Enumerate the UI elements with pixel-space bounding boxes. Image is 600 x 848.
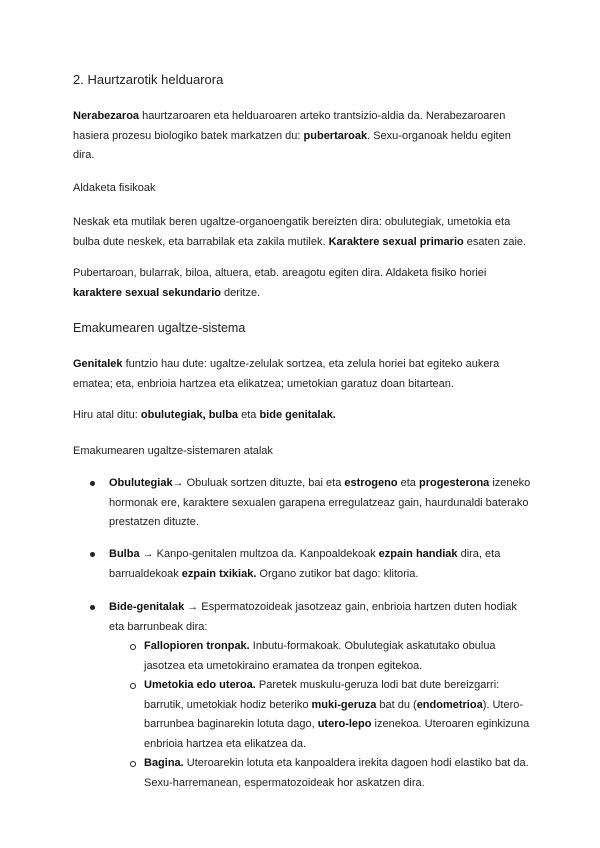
bullet-icon	[90, 605, 95, 610]
page-title: 2. Haurtzarotik helduarora	[73, 72, 224, 87]
term-nerabezaroa: Nerabezaroa	[73, 110, 140, 122]
term-bide-genitalak: bide genitalak.	[259, 409, 336, 421]
term-pubertaroa: pubertaroak	[303, 129, 368, 142]
list-item-bulba: Bulba → Kanpo-genitalen multzoa da. Kanpoaldekoak ezpain handiak dira, eta barrualdekoak ezpain txikiak. Organo zutikor bat dago: klitoria.	[73, 545, 531, 584]
sublist-item-umetokia: Umetokia edo uteroa. Paretek muskulu-geruza lodi bat dute bereizgarri: barrutik, umetokiak hodiz beteriko muki-geruza bat du (endometrioa). Utero-barrunbea baginarekin lotuta dago, utero-lepo izenekoa. Uteroaren eginkizuna enbrioia hartzea eta elikatzea da.	[109, 676, 531, 754]
bullet-icon	[90, 552, 95, 557]
section-heading-atalak: Emakumearen ugaltze-sistemaren atalak	[73, 445, 273, 457]
circle-bullet-icon	[130, 683, 136, 689]
term-karaktere-sekundario: karaktere sexual sekundario	[73, 286, 221, 299]
section-heading-ugaltze-sistema: Emakumearen ugaltze-sistema	[73, 321, 246, 335]
sublist-bide-genitalak	[109, 637, 531, 793]
term-karaktere-primario: Karaktere sexual primario	[328, 235, 464, 248]
paragraph-hiru-atal: Hiru atal ditu: obulutegiak, bulba eta bide genitalak.	[73, 409, 336, 421]
bullet-icon	[90, 481, 95, 486]
sublist-item-bagina: Bagina. Uteroarekin lotuta eta kanpoaldera irekita dagoen hodi elastiko bat da. Sexu-harremanean, espermatozoideak hor askatzen dira.	[109, 754, 531, 793]
paragraph-genitalak: Genitalek funtzio hau dute: ugaltze-zelulak sortzea, eta zelula horiei bat egiteko aukera ematea; eta, enbrioia hartzea eta elikatzea; umetokian garatuz doan bitartean.	[73, 358, 500, 390]
section-heading-aldaketa-fisikoak: Aldaketa fisikoak	[73, 182, 156, 194]
circle-bullet-icon	[130, 761, 136, 767]
term-genitalek: Genitalek	[73, 358, 123, 370]
circle-bullet-icon	[130, 644, 136, 650]
term-obulutegiak-bulba: obulutegiak, bulba	[140, 409, 239, 421]
paragraph-karaktere-sekundario: Pubertaroan, bularrak, biloa, altuera, etab. areagotu egiten dira. Aldaketa fisiko horiei karaktere sexual sekundario deritze.	[73, 267, 487, 299]
paragraph-karaktere-primario: Neskak eta mutilak beren ugaltze-organoengatik bereizten dira: obulutegiak, umetokia eta bulba dute neskek, eta barrabilak eta zakila mutilek. Karaktere sexual primario esaten zaie.	[73, 216, 527, 248]
list-item-bide-genitalak: Bide-genitalak → Espermatozoideak jasotzeaz gain, enbrioia hartzen duten hodiak eta barrunbeak dira: Fallopioren tronpak. Inbutu-formakoak. Obulutegiak askatutako obulua jasotzea eta umetokiraino eramatea da tronpen egitekoa. Umetokia edo uteroa. Paretek muskulu-geruza lodi bat dute bereizgarri: barrutik, umetokiak hodiz beteriko muki-geruza bat du (endometrioa). Utero-barrunbea baginarekin lotuta dago, utero-lepo izenekoa. Uteroaren eginkizuna enbrioia hartzea eta elikatzea da. Bagina. Uteroarekin lotuta eta kanpoaldera irekita dagoen hodi elastiko bat da. Sexu-harremanean, espermatozoideak hor askatzen dira.	[73, 598, 531, 793]
sublist-item-tronpak: Fallopioren tronpak. Inbutu-formakoak. Obulutegiak askatutako obulua jasotzea eta umetokiraino eramatea da tronpen egitekoa.	[109, 637, 531, 676]
intro-paragraph: Nerabezaroa haurtzaroaren eta helduaroaren arteko trantsizio-aldia da. Nerabezaroaren hasiera prozesu biologiko batek markatzen du: pubertaroak. Sexu-organoak heldu egiten dira.	[73, 110, 511, 161]
list-item-obulutegiak: Obulutegiak→ Obuluak sortzen dituzte, bai eta estrogeno eta progesterona izeneko hormonak ere, karaktere sexualen garapena erregulatzeaz gain, haurdunaldi baterako prestatzen dituzte.	[73, 474, 531, 533]
